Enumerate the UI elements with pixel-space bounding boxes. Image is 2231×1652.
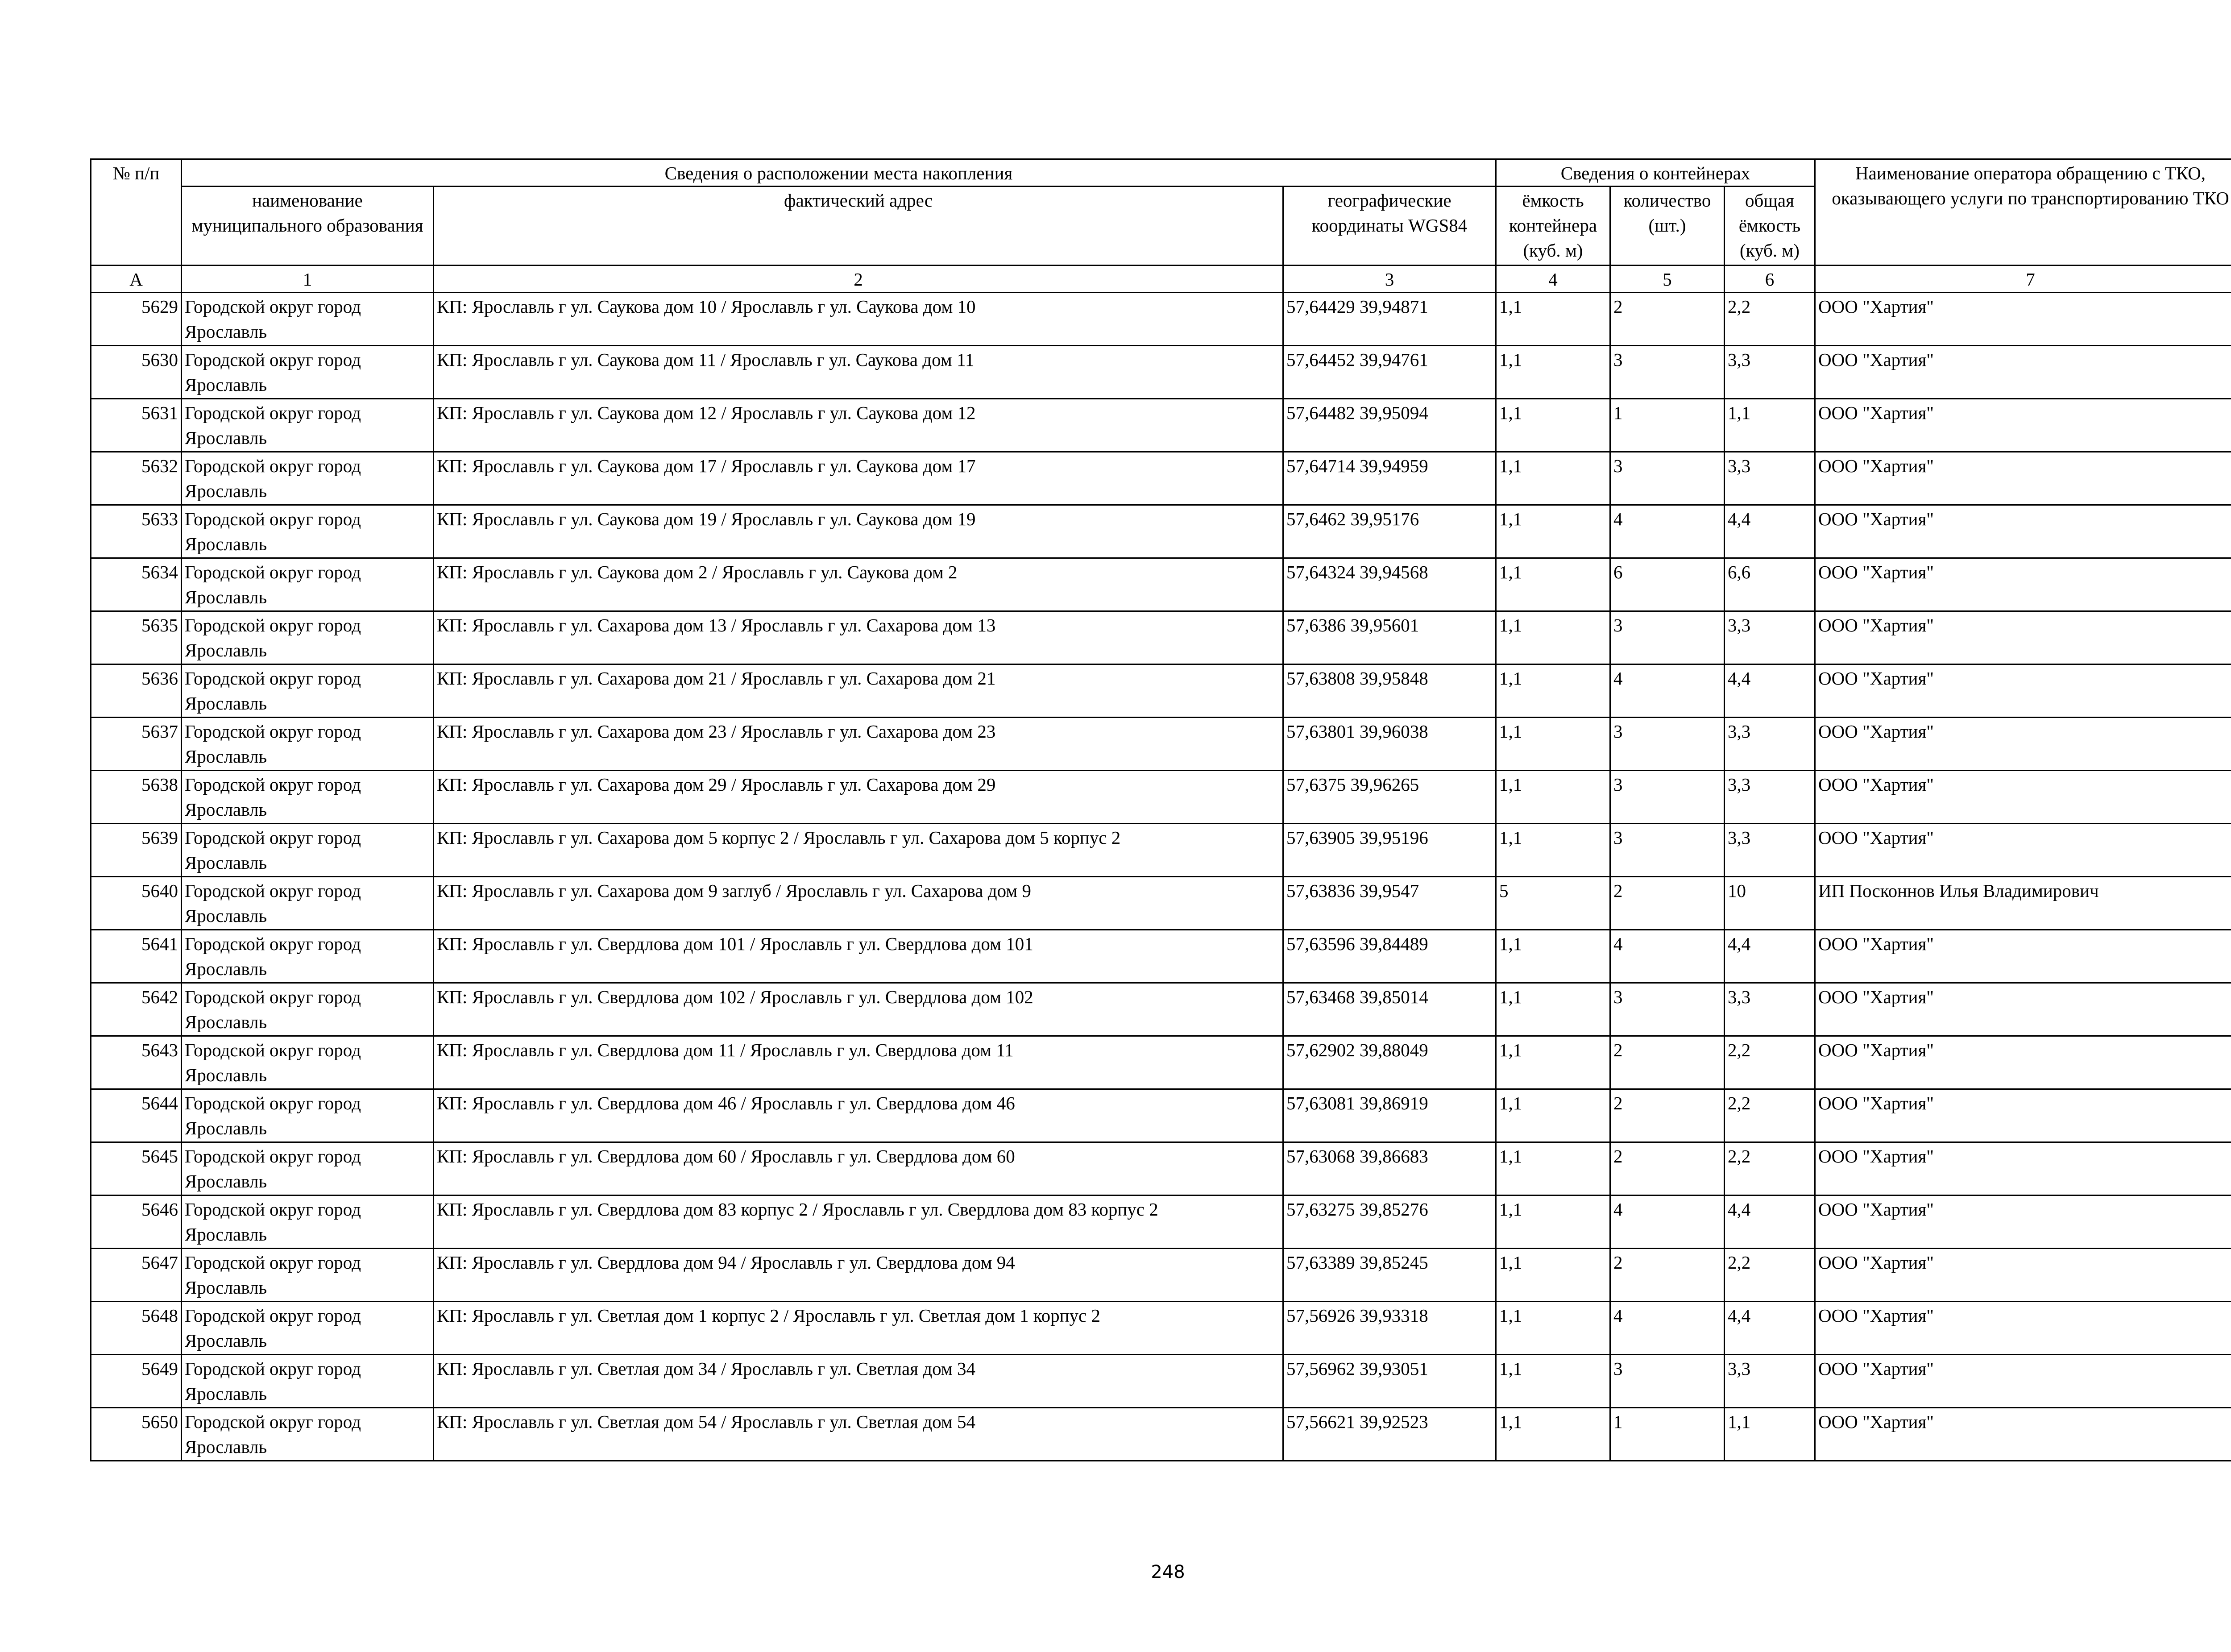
cell-total: 2,2: [1725, 293, 1815, 346]
table-row: [91, 718, 2231, 771]
cell-address: КП: Ярославль г ул. Свердлова дом 60 / Ярославль г ул. Свердлова дом 60: [434, 1142, 1283, 1195]
cell-capacity: 1,1: [1496, 664, 1610, 718]
table-row: [91, 1408, 2231, 1461]
cell-coords: 57,63596 39,84489: [1283, 930, 1496, 983]
cell-count: 3: [1610, 346, 1725, 399]
cell-coords: 57,64429 39,94871: [1283, 293, 1496, 346]
header-capacity: ёмкость контейнера (куб. м): [1496, 187, 1610, 266]
table-row: [91, 346, 2231, 399]
cell-num: 5636: [91, 664, 182, 718]
cell-operator: ООО "Хартия": [1815, 1408, 2231, 1461]
cell-capacity: 1,1: [1496, 399, 1610, 452]
cell-address: КП: Ярославль г ул. Саукова дом 10 / Ярославль г ул. Саукова дом 10: [434, 293, 1283, 346]
column-index: 2: [434, 266, 1283, 293]
cell-total: 3,3: [1725, 346, 1815, 399]
cell-address: КП: Ярославль г ул. Сахарова дом 23 / Ярославль г ул. Сахарова дом 23: [434, 718, 1283, 771]
cell-municipality: Городской округ город Ярославль: [182, 611, 434, 664]
cell-address: КП: Ярославль г ул. Саукова дом 12 / Ярославль г ул. Саукова дом 12: [434, 399, 1283, 452]
cell-operator: ООО "Хартия": [1815, 983, 2231, 1036]
cell-municipality: Городской округ город Ярославль: [182, 293, 434, 346]
cell-operator: ООО "Хартия": [1815, 771, 2231, 824]
cell-total: 4,4: [1725, 930, 1815, 983]
table-row: [91, 824, 2231, 877]
table-row: [91, 664, 2231, 718]
table-row: [91, 930, 2231, 983]
cell-count: 2: [1610, 1036, 1725, 1089]
cell-operator: ООО "Хартия": [1815, 452, 2231, 505]
cell-municipality: Городской округ город Ярославль: [182, 1089, 434, 1142]
cell-address: КП: Ярославль г ул. Сахарова дом 13 / Ярославль г ул. Сахарова дом 13: [434, 611, 1283, 664]
cell-num: 5649: [91, 1355, 182, 1408]
cell-operator: ООО "Хартия": [1815, 346, 2231, 399]
cell-coords: 57,63081 39,86919: [1283, 1089, 1496, 1142]
cell-address: КП: Ярославль г ул. Саукова дом 11 / Ярославль г ул. Саукова дом 11: [434, 346, 1283, 399]
cell-count: 3: [1610, 611, 1725, 664]
cell-capacity: 1,1: [1496, 346, 1610, 399]
table-row: [91, 1089, 2231, 1142]
header-coords: географические координаты WGS84: [1283, 187, 1496, 266]
cell-capacity: 1,1: [1496, 983, 1610, 1036]
header-municipality: наименование муниципального образования: [182, 187, 434, 266]
cell-address: КП: Ярославль г ул. Саукова дом 2 / Ярославль г ул. Саукова дом 2: [434, 558, 1283, 611]
column-index-row: [91, 266, 2231, 293]
cell-municipality: Городской округ город Ярославль: [182, 399, 434, 452]
table-header: [91, 159, 2231, 293]
cell-total: 3,3: [1725, 983, 1815, 1036]
header-num: № п/п: [91, 159, 182, 266]
cell-total: 3,3: [1725, 718, 1815, 771]
cell-capacity: 1,1: [1496, 558, 1610, 611]
cell-municipality: Городской округ город Ярославль: [182, 346, 434, 399]
table-row: [91, 877, 2231, 930]
cell-address: КП: Ярославль г ул. Сахарова дом 29 / Ярославль г ул. Сахарова дом 29: [434, 771, 1283, 824]
cell-address: КП: Ярославль г ул. Светлая дом 54 / Ярославль г ул. Светлая дом 54: [434, 1408, 1283, 1461]
header-address: фактический адрес: [434, 187, 1283, 266]
cell-capacity: 5: [1496, 877, 1610, 930]
cell-operator: ООО "Хартия": [1815, 1036, 2231, 1089]
table-row: [91, 558, 2231, 611]
column-index: 5: [1610, 266, 1725, 293]
cell-coords: 57,63905 39,95196: [1283, 824, 1496, 877]
cell-num: 5643: [91, 1036, 182, 1089]
cell-operator: ООО "Хартия": [1815, 718, 2231, 771]
cell-operator: ООО "Хартия": [1815, 611, 2231, 664]
header-total: общая ёмкость (куб. м): [1725, 187, 1815, 266]
header-count: количество (шт.): [1610, 187, 1725, 266]
cell-num: 5640: [91, 877, 182, 930]
cell-coords: 57,64324 39,94568: [1283, 558, 1496, 611]
cell-operator: ООО "Хартия": [1815, 293, 2231, 346]
cell-total: 3,3: [1725, 771, 1815, 824]
cell-total: 3,3: [1725, 452, 1815, 505]
cell-coords: 57,63836 39,9547: [1283, 877, 1496, 930]
cell-num: 5629: [91, 293, 182, 346]
cell-address: КП: Ярославль г ул. Светлая дом 1 корпус 2 / Ярославль г ул. Светлая дом 1 корпус 2: [434, 1302, 1283, 1355]
cell-address: КП: Ярославль г ул. Свердлова дом 46 / Ярославль г ул. Свердлова дом 46: [434, 1089, 1283, 1142]
cell-total: 2,2: [1725, 1089, 1815, 1142]
table-row: [91, 452, 2231, 505]
table-row: [91, 1249, 2231, 1302]
cell-count: 3: [1610, 824, 1725, 877]
cell-address: КП: Ярославль г ул. Свердлова дом 83 корпус 2 / Ярославль г ул. Свердлова дом 83 корпус 2: [434, 1195, 1283, 1249]
cell-operator: ООО "Хартия": [1815, 1089, 2231, 1142]
column-index: 1: [182, 266, 434, 293]
cell-operator: ООО "Хартия": [1815, 1302, 2231, 1355]
cell-municipality: Городской округ город Ярославль: [182, 1302, 434, 1355]
cell-operator: ООО "Хартия": [1815, 558, 2231, 611]
cell-capacity: 1,1: [1496, 1302, 1610, 1355]
cell-coords: 57,63275 39,85276: [1283, 1195, 1496, 1249]
cell-address: КП: Ярославль г ул. Сахарова дом 21 / Ярославль г ул. Сахарова дом 21: [434, 664, 1283, 718]
cell-count: 3: [1610, 1355, 1725, 1408]
cell-coords: 57,63808 39,95848: [1283, 664, 1496, 718]
cell-address: КП: Ярославль г ул. Саукова дом 19 / Ярославль г ул. Саукова дом 19: [434, 505, 1283, 558]
cell-total: 2,2: [1725, 1249, 1815, 1302]
cell-capacity: 1,1: [1496, 1355, 1610, 1408]
cell-municipality: Городской округ город Ярославль: [182, 718, 434, 771]
column-index: 7: [1815, 266, 2231, 293]
table-row: [91, 1355, 2231, 1408]
page-number: 248: [1151, 1562, 1185, 1582]
cell-count: 4: [1610, 930, 1725, 983]
cell-address: КП: Ярославль г ул. Свердлова дом 101 / Ярославль г ул. Свердлова дом 101: [434, 930, 1283, 983]
header-operator: Наименование оператора обращению с ТКО, оказывающего услуги по транспортированию ТКО: [1815, 159, 2231, 266]
cell-coords: 57,62902 39,88049: [1283, 1036, 1496, 1089]
table-row: [91, 771, 2231, 824]
cell-municipality: Городской округ город Ярославль: [182, 771, 434, 824]
cell-count: 6: [1610, 558, 1725, 611]
cell-municipality: Городской округ город Ярославль: [182, 1195, 434, 1249]
cell-total: 3,3: [1725, 824, 1815, 877]
cell-capacity: 1,1: [1496, 824, 1610, 877]
header-containers-group: Сведения о контейнерах: [1496, 159, 1815, 187]
cell-operator: ООО "Хартия": [1815, 1249, 2231, 1302]
cell-total: 2,2: [1725, 1142, 1815, 1195]
table-row: [91, 505, 2231, 558]
table-row: [91, 983, 2231, 1036]
cell-coords: 57,64714 39,94959: [1283, 452, 1496, 505]
cell-total: 4,4: [1725, 505, 1815, 558]
cell-municipality: Городской округ город Ярославль: [182, 558, 434, 611]
cell-address: КП: Ярославль г ул. Сахарова дом 5 корпус 2 / Ярославль г ул. Сахарова дом 5 корпус 2: [434, 824, 1283, 877]
table-row: [91, 1195, 2231, 1249]
cell-num: 5635: [91, 611, 182, 664]
cell-capacity: 1,1: [1496, 771, 1610, 824]
cell-count: 3: [1610, 718, 1725, 771]
cell-total: 2,2: [1725, 1036, 1815, 1089]
cell-address: КП: Ярославль г ул. Светлая дом 34 / Ярославль г ул. Светлая дом 34: [434, 1355, 1283, 1408]
cell-operator: ООО "Хартия": [1815, 824, 2231, 877]
cell-coords: 57,63801 39,96038: [1283, 718, 1496, 771]
cell-total: 3,3: [1725, 1355, 1815, 1408]
cell-num: 5644: [91, 1089, 182, 1142]
cell-total: 1,1: [1725, 1408, 1815, 1461]
cell-num: 5648: [91, 1302, 182, 1355]
header-location-group: Сведения о расположении места накопления: [182, 159, 1496, 187]
cell-coords: 57,6462 39,95176: [1283, 505, 1496, 558]
cell-count: 4: [1610, 505, 1725, 558]
cell-operator: ООО "Хартия": [1815, 1195, 2231, 1249]
cell-coords: 57,56621 39,92523: [1283, 1408, 1496, 1461]
cell-municipality: Городской округ город Ярославль: [182, 1036, 434, 1089]
cell-count: 2: [1610, 1089, 1725, 1142]
cell-operator: ООО "Хартия": [1815, 930, 2231, 983]
cell-coords: 57,56926 39,93318: [1283, 1302, 1496, 1355]
cell-address: КП: Ярославль г ул. Свердлова дом 102 / Ярославль г ул. Свердлова дом 102: [434, 983, 1283, 1036]
cell-coords: 57,56962 39,93051: [1283, 1355, 1496, 1408]
table-row: [91, 1036, 2231, 1089]
cell-count: 4: [1610, 664, 1725, 718]
cell-capacity: 1,1: [1496, 718, 1610, 771]
cell-capacity: 1,1: [1496, 1036, 1610, 1089]
table-row: [91, 611, 2231, 664]
cell-num: 5638: [91, 771, 182, 824]
cell-capacity: 1,1: [1496, 293, 1610, 346]
cell-capacity: 1,1: [1496, 611, 1610, 664]
cell-total: 10: [1725, 877, 1815, 930]
cell-num: 5633: [91, 505, 182, 558]
cell-operator: ООО "Хартия": [1815, 1142, 2231, 1195]
cell-count: 2: [1610, 1142, 1725, 1195]
cell-operator: ООО "Хартия": [1815, 664, 2231, 718]
cell-capacity: 1,1: [1496, 1089, 1610, 1142]
column-index: 4: [1496, 266, 1610, 293]
cell-capacity: 1,1: [1496, 452, 1610, 505]
cell-count: 3: [1610, 452, 1725, 505]
cell-municipality: Городской округ город Ярославль: [182, 505, 434, 558]
cell-total: 6,6: [1725, 558, 1815, 611]
cell-count: 1: [1610, 1408, 1725, 1461]
table-row: [91, 399, 2231, 452]
table-row: [91, 1142, 2231, 1195]
table-body: [91, 293, 2231, 1461]
column-index: 6: [1725, 266, 1815, 293]
cell-address: КП: Ярославль г ул. Сахарова дом 9 заглуб / Ярославль г ул. Сахарова дом 9: [434, 877, 1283, 930]
cell-total: 4,4: [1725, 1195, 1815, 1249]
cell-count: 2: [1610, 877, 1725, 930]
cell-municipality: Городской округ город Ярославль: [182, 824, 434, 877]
cell-municipality: Городской округ город Ярославль: [182, 664, 434, 718]
cell-count: 3: [1610, 983, 1725, 1036]
cell-capacity: 1,1: [1496, 1249, 1610, 1302]
cell-count: 2: [1610, 1249, 1725, 1302]
cell-count: 4: [1610, 1302, 1725, 1355]
cell-total: 1,1: [1725, 399, 1815, 452]
cell-total: 4,4: [1725, 1302, 1815, 1355]
cell-capacity: 1,1: [1496, 505, 1610, 558]
cell-total: 3,3: [1725, 611, 1815, 664]
cell-municipality: Городской округ город Ярославль: [182, 1408, 434, 1461]
cell-address: КП: Ярославль г ул. Свердлова дом 94 / Ярославль г ул. Свердлова дом 94: [434, 1249, 1283, 1302]
cell-municipality: Городской округ город Ярославль: [182, 877, 434, 930]
column-index: 3: [1283, 266, 1496, 293]
cell-coords: 57,63068 39,86683: [1283, 1142, 1496, 1195]
cell-count: 2: [1610, 293, 1725, 346]
table-row: [91, 293, 2231, 346]
table-row: [91, 1302, 2231, 1355]
cell-num: 5630: [91, 346, 182, 399]
cell-address: КП: Ярославль г ул. Свердлова дом 11 / Ярославль г ул. Свердлова дом 11: [434, 1036, 1283, 1089]
cell-count: 1: [1610, 399, 1725, 452]
cell-municipality: Городской округ город Ярославль: [182, 1142, 434, 1195]
cell-capacity: 1,1: [1496, 1142, 1610, 1195]
cell-num: 5632: [91, 452, 182, 505]
cell-num: 5650: [91, 1408, 182, 1461]
cell-operator: ООО "Хартия": [1815, 1355, 2231, 1408]
cell-operator: ООО "Хартия": [1815, 399, 2231, 452]
cell-municipality: Городской округ город Ярославль: [182, 983, 434, 1036]
cell-num: 5646: [91, 1195, 182, 1249]
cell-coords: 57,63468 39,85014: [1283, 983, 1496, 1036]
cell-count: 3: [1610, 771, 1725, 824]
cell-operator: ИП Посконнов Илья Владимирович: [1815, 877, 2231, 930]
cell-coords: 57,6386 39,95601: [1283, 611, 1496, 664]
cell-num: 5639: [91, 824, 182, 877]
cell-municipality: Городской округ город Ярославль: [182, 452, 434, 505]
cell-coords: 57,64482 39,95094: [1283, 399, 1496, 452]
cell-capacity: 1,1: [1496, 930, 1610, 983]
cell-coords: 57,6375 39,96265: [1283, 771, 1496, 824]
cell-municipality: Городской округ город Ярославль: [182, 930, 434, 983]
cell-address: КП: Ярославль г ул. Саукова дом 17 / Ярославль г ул. Саукова дом 17: [434, 452, 1283, 505]
cell-coords: 57,63389 39,85245: [1283, 1249, 1496, 1302]
cell-municipality: Городской округ город Ярославль: [182, 1355, 434, 1408]
cell-num: 5634: [91, 558, 182, 611]
cell-num: 5647: [91, 1249, 182, 1302]
cell-capacity: 1,1: [1496, 1408, 1610, 1461]
cell-num: 5637: [91, 718, 182, 771]
cell-num: 5645: [91, 1142, 182, 1195]
cell-num: 5631: [91, 399, 182, 452]
cell-capacity: 1,1: [1496, 1195, 1610, 1249]
waste-sites-table: [90, 158, 2231, 1461]
cell-count: 4: [1610, 1195, 1725, 1249]
column-index: А: [91, 266, 182, 293]
cell-num: 5642: [91, 983, 182, 1036]
cell-total: 4,4: [1725, 664, 1815, 718]
cell-coords: 57,64452 39,94761: [1283, 346, 1496, 399]
cell-municipality: Городской округ город Ярославль: [182, 1249, 434, 1302]
cell-num: 5641: [91, 930, 182, 983]
cell-operator: ООО "Хартия": [1815, 505, 2231, 558]
